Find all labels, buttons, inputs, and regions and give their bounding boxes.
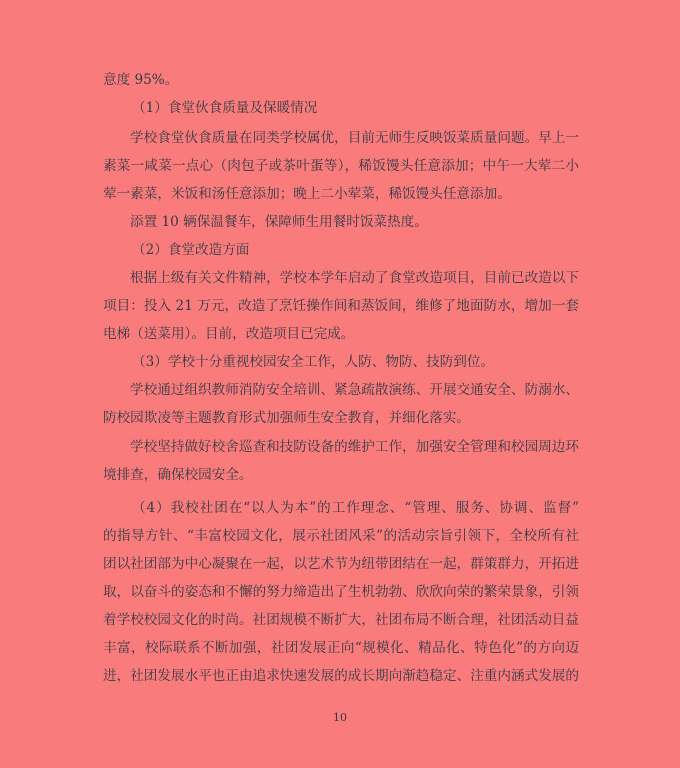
paragraph-line: 境排查，确保校园安全。 [103, 467, 253, 483]
section-heading: （1）食堂伙食质量及保暖情况 [132, 100, 318, 116]
paragraph-line: 丰富，校际联系不断加强，社团发展正向“规模化、精品化、特色化”的方向迈 [103, 640, 579, 656]
paragraph-line: 取，以奋斗的姿态和不懈的努力缔造出了生机勃勃、欣欣向荣的繁荣景象，引领 [103, 584, 579, 600]
paragraph-line: 进，社团发展水平也正由追求快速发展的成长期向渐趋稳定、注重内涵式发展的 [103, 668, 579, 684]
paragraph-line: 学校食堂伙食质量在同类学校属优，目前无师生反映饭菜质量问题。早上一 [130, 130, 579, 146]
paragraph-line: 电梯（送菜用）。目前，改造项目已完成。 [103, 326, 355, 342]
paragraph-line: 意度 95%。 [103, 72, 179, 88]
section-heading: （4）我校社团在“以人为本”的工作理念、“管理、服务、协调、监督” [132, 500, 579, 516]
paragraph-line: 素菜一咸菜一点心（肉包子或茶叶蛋等），稀饭馒头任意添加；中午一大荤二小 [103, 158, 579, 174]
paragraph-line: 团以社团部为中心凝聚在一起，以艺术节为纽带团结在一起，群策群力，开拓进 [103, 556, 579, 572]
section-heading: （3）学校十分重视校园安全工作，人防、物防、技防到位。 [132, 354, 495, 370]
paragraph-line: 防校园欺凌等主题教育形式加强师生安全教育，并细化落实。 [103, 410, 471, 426]
paragraph-line: 学校坚持做好校舍巡查和技防设备的维护工作，加强安全管理和校园周边环 [130, 439, 579, 455]
paragraph-line: 根据上级有关文件精神，学校本学年启动了食堂改造项目，目前已改造以下 [130, 270, 579, 286]
paragraph-line: 项目：投入 21 万元，改造了烹饪操作间和蒸饭间，维修了地面防水，增加一套 [103, 298, 579, 314]
paragraph-line: 的指导方针、“丰富校园文化，展示社团风采”的活动宗旨引领下，全校所有社 [103, 528, 579, 544]
paragraph-line: 学校通过组织教师消防安全培训、紧急疏散演练、开展交通安全、防溺水、 [130, 382, 579, 398]
paragraph-line: 添置 10 辆保温餐车，保障师生用餐时饭菜热度。 [130, 214, 428, 230]
paragraph-line: 荤一素菜，米饭和汤任意添加；晚上二小荤菜，稀饭馒头任意添加。 [103, 186, 511, 202]
paragraph-line: 着学校校园文化的时尚。社团规模不断扩大，社团布局不断合理，社团活动日益 [103, 612, 579, 628]
section-heading: （2）食堂改造方面 [132, 242, 250, 258]
page-number: 10 [333, 711, 347, 724]
